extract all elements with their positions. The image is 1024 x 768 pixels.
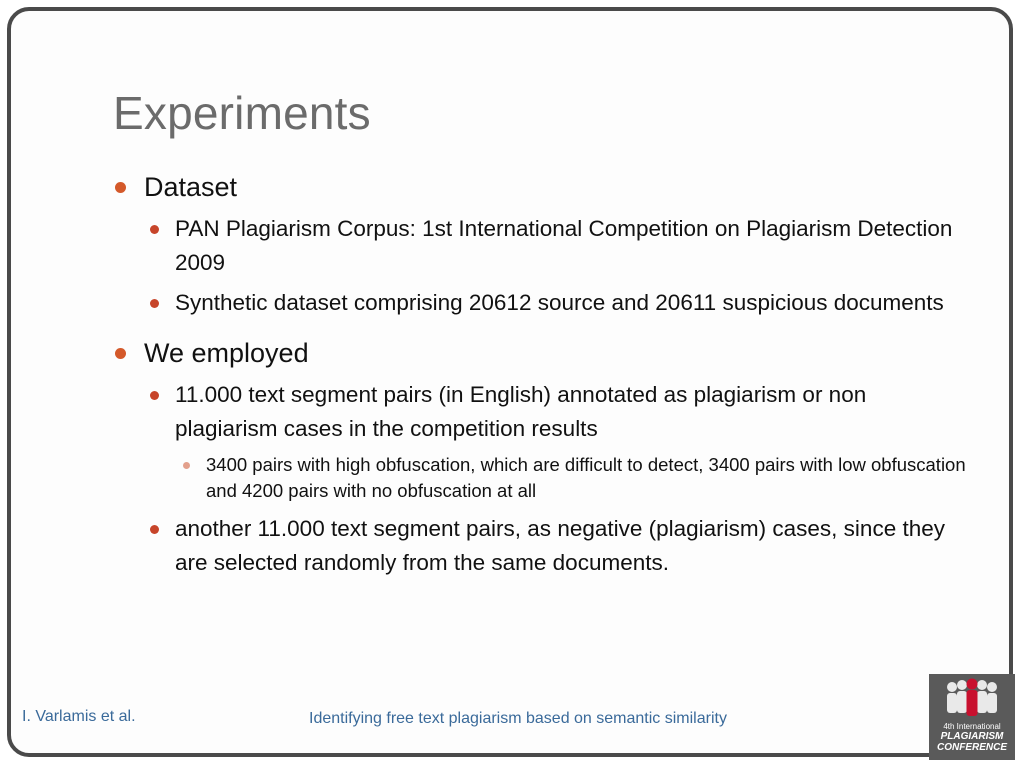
slide-content [113,170,973,586]
bullet-text: another 11.000 text segment pairs, as negative (plagiarism) cases, since they are selected randomly from the same documents. [175,516,945,575]
bullet-dot-icon [150,225,159,234]
sub-sub-bullet-obfuscation [175,452,973,504]
bullet-dataset [113,170,973,204]
logo-line-3: CONFERENCE [936,742,1007,753]
sub-bullet-segment-pairs [144,378,973,446]
sub-bullet-negative-pairs [144,512,973,580]
footer-paper-title: Identifying free text plagiarism based on semantic similarity [309,710,727,727]
conference-logo [929,674,1015,760]
bullet-text: We employed [144,338,309,368]
people-group-icon [942,678,1002,720]
bullet-text: Dataset [144,172,238,202]
bullet-text: Synthetic dataset comprising 20612 source and 20611 suspicious documents [175,290,944,315]
bullet-text: 3400 pairs with high obfuscation, which are difficult to detect, 3400 pairs with low obfuscation and 4200 pairs with no obfuscation at all [206,454,966,501]
bullet-we-employed [113,336,973,370]
bullet-dot-icon [150,391,159,400]
bullet-text: 11.000 text segment pairs (in English) annotated as plagiarism or non plagiarism cases in the competition results [175,382,867,441]
bullet-dot-icon [150,525,159,534]
footer-author: I. Varlamis et al. [22,708,136,725]
slide-title: Experiments [113,87,371,139]
bullet-dot-icon [115,182,126,193]
bullet-text: PAN Plagiarism Corpus: 1st International Competition on Plagiarism Detection 2009 [175,216,953,275]
bullet-dot-icon [115,348,126,359]
bullet-dot-icon [150,299,159,308]
logo-line-1: 4th International [943,722,1001,731]
logo-line-2: PLAGIARISM [940,731,1004,742]
bullet-dot-icon [183,462,190,469]
sub-bullet-synthetic-dataset [144,286,973,320]
sub-bullet-pan-corpus [144,212,973,280]
